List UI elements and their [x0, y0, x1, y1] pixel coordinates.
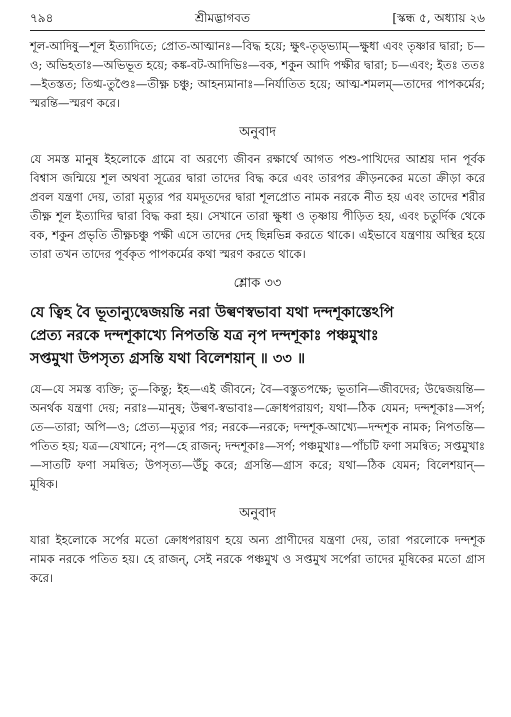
section-label: [স্কন্ধ ৫, অধ্যায় ২৬ — [392, 11, 485, 25]
page-number: ৭৯৪ — [30, 11, 54, 25]
translation-heading: অনুবাদ — [239, 506, 276, 521]
verse-line: সপ্তমুখা উপসৃত্য গ্রসন্তি যথা বিলেশয়ান্ ॥ ৩৩ ॥ — [30, 350, 306, 367]
page-header — [30, 10, 485, 28]
verse-heading: শ্লোক ৩৩ — [233, 276, 282, 291]
header-rule — [30, 30, 485, 31]
word-gloss-top: শূল-আদিষু—শূল ইত্যাদিতে; প্রোত-আত্মানঃ—বিদ্ধ হয়ে; ক্ষুৎ-তৃড্ভ্যাম্—ক্ষুধা এবং তৃষ্ণার দ্বারা; চ—ও; অভিহতাঃ—অভিভূত হয়ে; কঙ্ক-বট-আদিভিঃ—বক, শকুন আদি পক্ষীর দ্বারা; চ—এবং; ইতঃ ততঃ—ইতস্তত; তিগ্ম-তুণ্ডৈঃ—তীক্ষ্ণ চঞ্চু; আহন্যমানাঃ—নির্যাতিত হয়ে; আত্ম-শমলম্—তাদের পাপকর্মের; স্মরন্তি—স্মরণ করে। — [30, 39, 485, 110]
translation-paragraph: যে সমস্ত মানুষ ইহলোকে গ্রামে বা অরণ্যে জীবন রক্ষার্থে আগত পশু-পাখিদের আশ্রয় দান পূর্বক বিশ্বাস জন্মিয়ে শূল অথবা সূত্রের দ্বারা তাদের বিদ্ধ করে এবং তারপর ক্রীড়নকের মতো ক্রীড়া করে প্রবল যন্ত্রণা দেয়, তারা মৃত্যুর পর যমদূতদের দ্বারা শূলপ্রোত নামক নরকে নীত হয় এবং তাদের শরীর তীক্ষ্ণ শূল ইত্যাদির দ্বারা বিদ্ধ করা হয়। সেখানে তারা ক্ষুধা ও তৃষ্ণায় পীড়িত হয়, এবং চতুর্দিক থেকে বক, শকুন প্রভৃতি তীক্ষ্ণচঞ্চু পক্ষী এসে তাদের দেহ ছিন্নভিন্ন করতে থাকে। এইভাবে যন্ত্রণায় অস্থির হয়ে তারা তখন তাদের পূর্বকৃত পাপকর্মের কথা স্মরণ করতে থাকে। — [30, 152, 485, 261]
book-page — [30, 10, 485, 588]
word-gloss-verse: যে—যে সমস্ত ব্যক্তি; তু—কিন্তু; ইহ—এই জীবনে; বৈ—বস্তুতপক্ষে; ভূতানি—জীবদের; উদ্বেজয়ন্তি—অনর্থক যন্ত্রণা দেয়; নরাঃ—মানুষ; উল্বণ-স্বভাবাঃ—ক্রোধপরায়ণ; যথা—ঠিক যেমন; দন্দশূকাঃ—সর্প; তে—তারা; অপি—ও; প্রেত্য—মৃত্যুর পর; নরকে—নরকে; দন্দশূক-আখ্যে—দন্দশূক নামক; নিপতন্তি—পতিত হয়; যত্র—যেখানে; নৃপ—হে রাজন্; দন্দশূকাঃ—সর্প; পঞ্চমুখাঃ—পাঁচটি ফণা সমন্বিত; সপ্তমুখাঃ—সাতটি ফণা সমন্বিত; উপসৃত্য—উঁচু করে; গ্রসন্তি—গ্রাস করে; যথা—ঠিক যেমন; বিলেশয়ান্—মূষিক। — [30, 382, 485, 491]
verse-line: যে ত্বিহ বৈ ভূতান্যুদ্বেজয়ন্তি নরা উল্বণস্বভাবা যথা দন্দশূকাস্তেঽপি — [30, 304, 394, 321]
translation-paragraph: যারা ইহলোকে সর্পের মতো ক্রোধপরায়ণ হয়ে অন্য প্রাণীদের যন্ত্রণা দেয়, তারা পরলোকে দন্দশূক নামক নরকে পতিত হয়। হে রাজন্, সেই নরকে পঞ্চমুখ ও সপ্তমুখ সর্পেরা তাদের মূষিকের মতো গ্রাস করে। — [30, 533, 485, 585]
verse-line: প্রেত্য নরকে দন্দশূকাখ্যে নিপতন্তি যত্র নৃপ দন্দশূকাঃ পঞ্চমুখাঃ — [30, 327, 379, 344]
translation-heading: অনুবাদ — [239, 125, 276, 140]
verse-text — [30, 301, 485, 370]
book-title: শ্রীমদ্ভাগবত — [194, 11, 250, 25]
